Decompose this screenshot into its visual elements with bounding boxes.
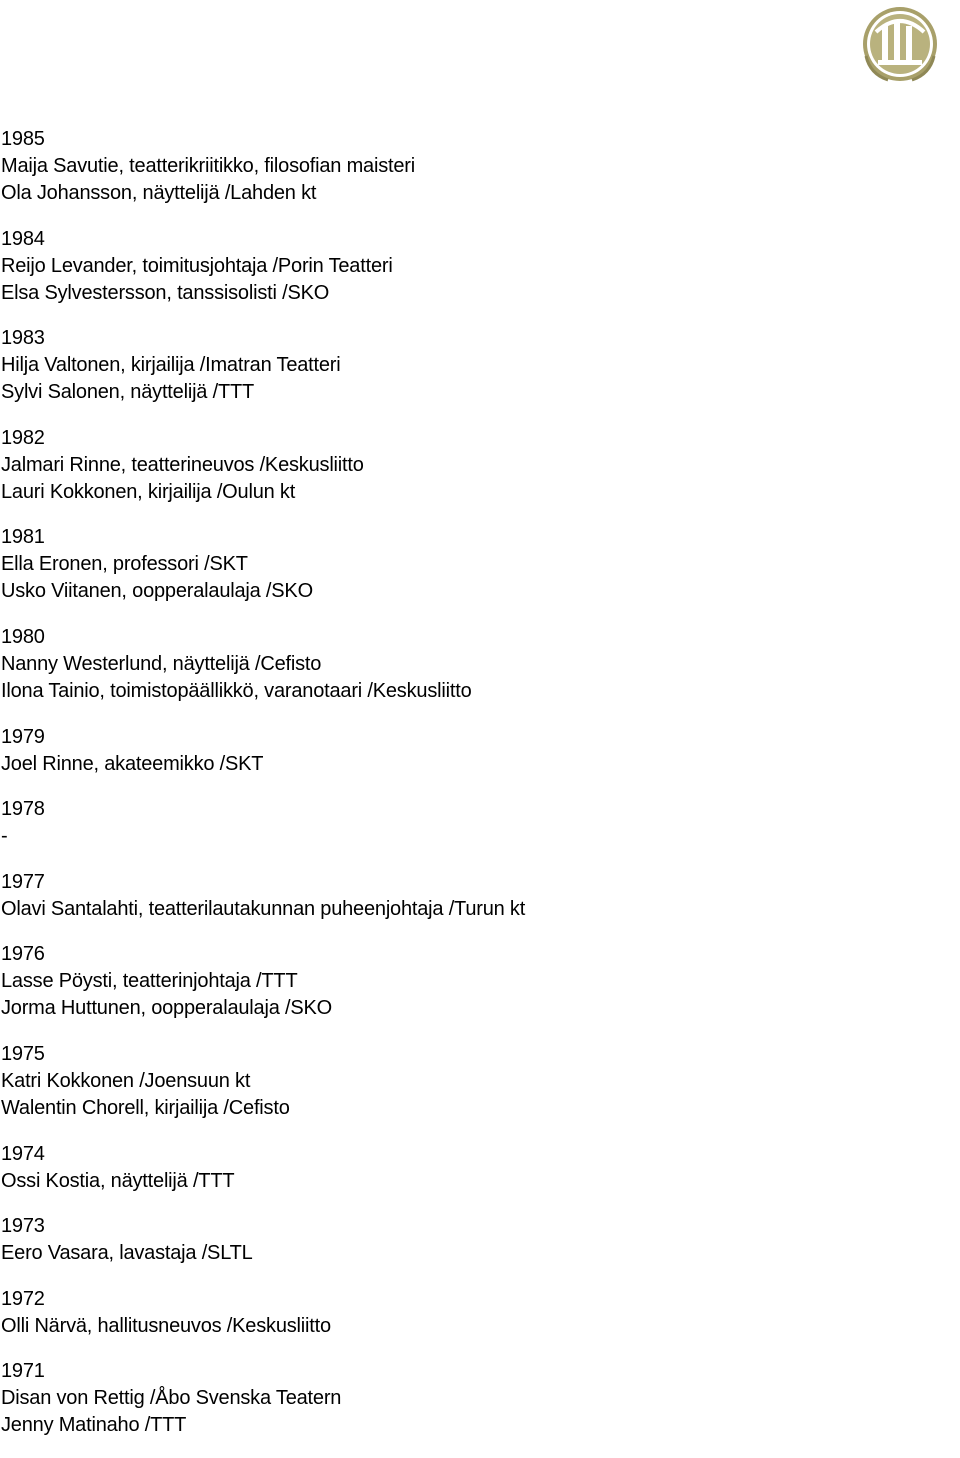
recipient-line: Ella Eronen, professori /SKT bbox=[1, 553, 248, 576]
year-heading: 1976 bbox=[1, 943, 45, 966]
recipient-line: Maija Savutie, teatterikriitikko, filosofian maisteri bbox=[1, 155, 415, 177]
year-entry bbox=[1, 1286, 941, 1340]
recipient-line: Olavi Santalahti, teatterilautakunnan puheenjohtaja /Turun kt bbox=[1, 897, 526, 920]
recipient-line: Nanny Westerlund, näyttelijä /Cefisto bbox=[1, 652, 322, 675]
recipient-line: Jenny Matinaho /TTT bbox=[1, 1414, 187, 1437]
year-heading: 1975 bbox=[1, 1042, 45, 1065]
recipient-line: Usko Viitanen, oopperalaulaja /SKO bbox=[1, 580, 313, 603]
year-heading: 1972 bbox=[1, 1287, 45, 1310]
recipient-line: Jorma Huttunen, oopperalaulaja /SKO bbox=[1, 997, 332, 1020]
recipient-line: Lauri Kokkonen, kirjailija /Oulun kt bbox=[1, 480, 296, 503]
recipient-line: Eero Vasara, lavastaja /SLTL bbox=[1, 1242, 253, 1265]
emblem-column-left bbox=[882, 26, 888, 60]
year-heading: 1981 bbox=[1, 526, 45, 549]
year-entry bbox=[1, 624, 941, 705]
year-heading: 1984 bbox=[1, 227, 45, 250]
recipient-line: Walentin Chorell, kirjailija /Cefisto bbox=[1, 1096, 290, 1119]
year-heading: 1971 bbox=[1, 1360, 45, 1383]
year-heading: 1982 bbox=[1, 426, 45, 449]
year-entry bbox=[1, 325, 941, 406]
year-entry bbox=[1, 724, 941, 778]
recipient-line: Sylvi Salonen, näyttelijä /TTT bbox=[1, 381, 254, 404]
year-entry bbox=[1, 1213, 941, 1267]
recipient-line: Reijo Levander, toimitusjohtaja /Porin Teatteri bbox=[1, 254, 393, 277]
year-entry bbox=[1, 126, 941, 207]
year-entry bbox=[1, 796, 941, 850]
recipient-line: Jalmari Rinne, teatterineuvos /Keskusliitto bbox=[1, 453, 364, 476]
year-entry bbox=[1, 226, 941, 307]
recipient-line: Joel Rinne, akateemikko /SKT bbox=[1, 752, 264, 775]
theatre-emblem-icon bbox=[860, 4, 940, 84]
year-entry bbox=[1, 869, 941, 923]
emblem-column-mid bbox=[894, 22, 900, 62]
recipient-line: Katri Kokkonen /Joensuun kt bbox=[1, 1069, 251, 1092]
emblem-base bbox=[878, 60, 922, 65]
year-heading: 1974 bbox=[1, 1142, 45, 1165]
recipient-line: Ossi Kostia, näyttelijä /TTT bbox=[1, 1169, 235, 1192]
year-heading: 1978 bbox=[1, 798, 45, 821]
year-entry bbox=[1, 1358, 941, 1439]
year-entry bbox=[1, 1041, 941, 1122]
year-entry bbox=[1, 425, 941, 506]
recipient-line: Elsa Sylvestersson, tanssisolisti /SKO bbox=[1, 281, 330, 304]
emblem-graphic bbox=[860, 4, 940, 84]
recipient-line: Ola Johansson, näyttelijä /Lahden kt bbox=[1, 182, 317, 204]
year-entry bbox=[1, 941, 941, 1022]
emblem-column-right bbox=[906, 26, 912, 60]
award-recipients-list bbox=[1, 126, 941, 1458]
recipient-line: Olli Närvä, hallitusneuvos /Keskusliitto bbox=[1, 1314, 331, 1337]
year-heading: 1985 bbox=[1, 128, 45, 150]
recipient-line: Lasse Pöysti, teatterinjohtaja /TTT bbox=[1, 970, 298, 993]
recipient-line: - bbox=[1, 825, 8, 848]
year-heading: 1980 bbox=[1, 625, 45, 648]
year-entry bbox=[1, 524, 941, 605]
recipient-line: Hilja Valtonen, kirjailija /Imatran Teatteri bbox=[1, 354, 341, 377]
year-heading: 1979 bbox=[1, 725, 45, 748]
year-heading: 1977 bbox=[1, 870, 45, 893]
year-heading: 1983 bbox=[1, 327, 45, 350]
year-entry bbox=[1, 1141, 941, 1195]
recipient-line: Ilona Tainio, toimistopäällikkö, varanotaari /Keskusliitto bbox=[1, 679, 472, 702]
year-heading: 1973 bbox=[1, 1215, 45, 1238]
recipient-line: Disan von Rettig /Åbo Svenska Teatern bbox=[1, 1387, 342, 1410]
